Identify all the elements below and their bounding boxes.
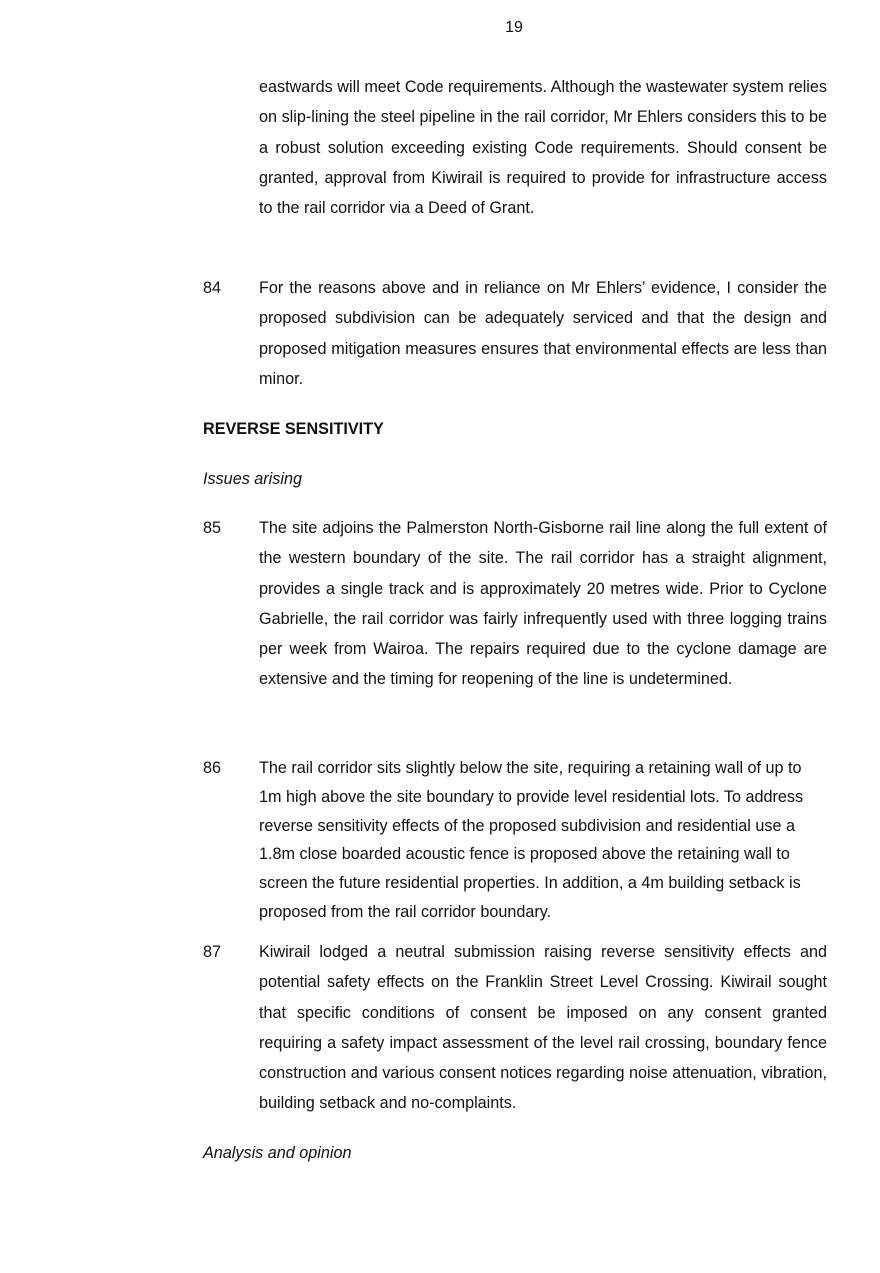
- paragraph-number: 86: [203, 759, 222, 777]
- continuation-paragraph: eastwards will meet Code requirements. Although the wastewater system relies on slip-lining the steel pipeline in the rail corridor, Mr Ehlers considers this to be a robust solution exceeding existing Code requirements. Should consent be granted, approval from Kiwirail is required to provide for infrastructure access to the rail corridor via a Deed of Grant.: [259, 78, 827, 218]
- paragraph-number: 84: [203, 279, 222, 297]
- paragraph-text: The rail corridor sits slightly below the site, requiring a retaining wall of up to 1m high above the site boundary to provide level residential lots. To address reverse sensitivity effects of the proposed subdivision and residential use a 1.8m close boarded acoustic fence is proposed above the retaining wall to screen the future residential properties. In addition, a 4m building setback is proposed from the rail corridor boundary.: [259, 759, 804, 921]
- paragraph-text: For the reasons above and in reliance on Mr Ehlers’ evidence, I consider the proposed subdivision can be adequately serviced and that the design and proposed mitigation measures ensures that environmental effects are less than minor.: [259, 279, 827, 388]
- page-number: 19: [505, 19, 523, 36]
- paragraph-85: [203, 513, 827, 695]
- section-heading: REVERSE SENSITIVITY: [203, 420, 384, 438]
- paragraph-number: 87: [203, 943, 222, 961]
- paragraph-number: 85: [203, 519, 222, 537]
- paragraph-text: Kiwirail lodged a neutral submission raising reverse sensitivity effects and potential safety effects on the Franklin Street Level Crossing. Kiwirail sought that specific conditions of consent be imposed on any consent granted requiring a safety impact assessment of the level rail crossing, boundary fence construction and various consent notices regarding noise attenuation, vibration, building setback and no-complaints.: [259, 943, 827, 1113]
- paragraph-87: [203, 937, 827, 1119]
- subheading-issues-arising: Issues arising: [203, 470, 302, 488]
- paragraph-86: [203, 754, 827, 927]
- paragraph-text: The site adjoins the Palmerston North-Gisborne rail line along the full extent of the western boundary of the site. The rail corridor has a straight alignment, provides a single track and is approximately 20 metres wide. Prior to Cyclone Gabrielle, the rail corridor was fairly infrequently used with three logging trains per week from Wairoa. The repairs required due to the cyclone damage are extensive and the timing for reopening of the line is undetermined.: [259, 519, 827, 689]
- paragraph-84: [203, 273, 827, 394]
- subheading-analysis-and-opinion: Analysis and opinion: [203, 1144, 352, 1162]
